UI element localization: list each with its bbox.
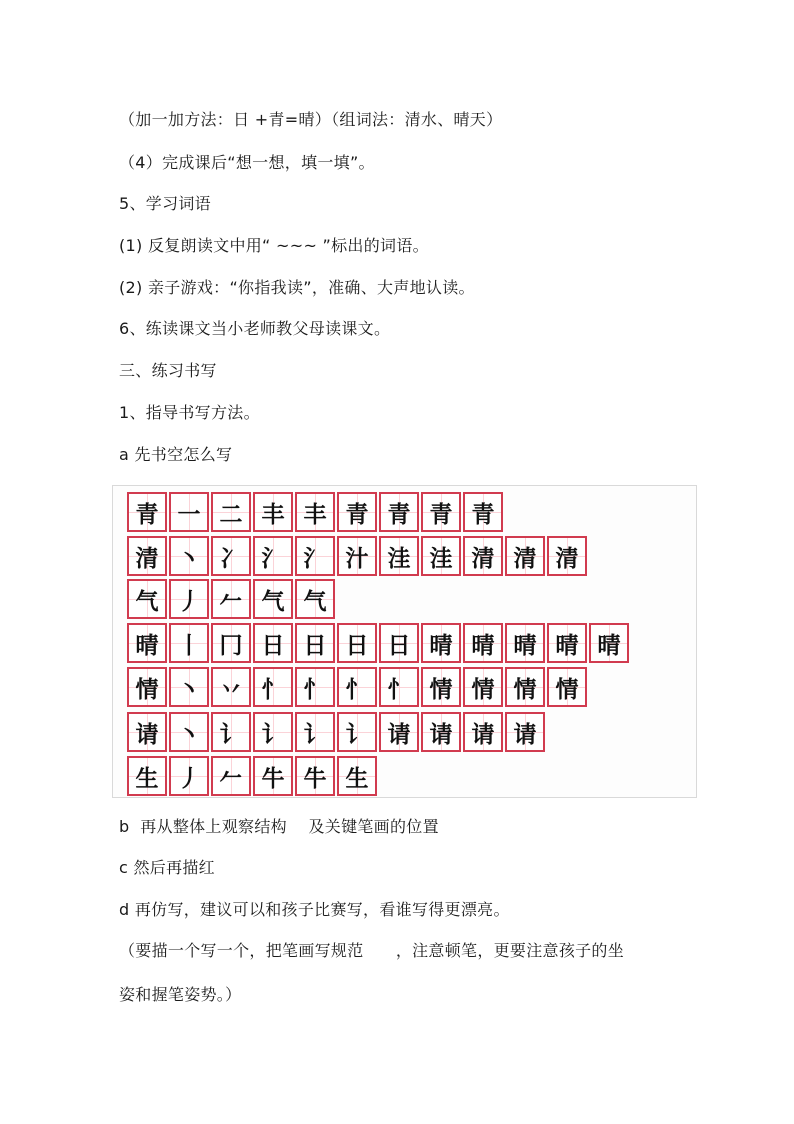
paragraph-10: b 再从整体上观察结构 及关键笔画的位置 (119, 817, 439, 836)
paragraph-12: d 再仿写，建议可以和孩子比赛写，看谁写得更漂亮。 (119, 900, 510, 919)
stroke-step-cell: 晴 (589, 623, 629, 663)
stroke-step-cell: 丶 (169, 536, 209, 576)
stroke-step-cell: 晴 (421, 623, 461, 663)
stroke-step-cell: 情 (463, 667, 503, 707)
paragraph-6: 6、练读课文当小老师教父母读课文。 (119, 319, 391, 338)
stroke-target-char: 晴 (127, 623, 167, 663)
stroke-step-cell: 讠 (211, 712, 251, 752)
stroke-step-cell: 忄 (253, 667, 293, 707)
stroke-step-cell: 忄 (379, 667, 419, 707)
stroke-step-cell: 请 (505, 712, 545, 752)
stroke-row-7 (127, 756, 379, 796)
stroke-row-6 (127, 712, 547, 752)
stroke-step-cell: 青 (463, 492, 503, 532)
stroke-step-cell: 丷 (211, 667, 251, 707)
stroke-step-cell: 青 (337, 492, 377, 532)
paragraph-4: (1) 反复朗读文中用“ ~~~ ”标出的词语。 (119, 236, 429, 255)
stroke-target-char: 生 (127, 756, 167, 796)
stroke-step-cell: 日 (253, 623, 293, 663)
stroke-step-cell: 情 (421, 667, 461, 707)
section-heading-5: 5、学习词语 (119, 194, 211, 213)
stroke-step-cell: 请 (379, 712, 419, 752)
stroke-step-cell: 晴 (505, 623, 545, 663)
stroke-step-cell: 日 (379, 623, 419, 663)
stroke-step-cell: 讠 (337, 712, 377, 752)
stroke-step-cell: 汁 (337, 536, 377, 576)
stroke-step-cell: 𠂉 (211, 756, 251, 796)
paragraph-11: c 然后再描红 (119, 858, 215, 877)
stroke-step-cell: 讠 (295, 712, 335, 752)
paragraph-1: （加一加方法：日 +青=晴）（组词法：清水、晴天） (119, 110, 503, 129)
stroke-order-chart (112, 485, 697, 798)
stroke-step-cell: 清 (505, 536, 545, 576)
stroke-step-cell: 洼 (421, 536, 461, 576)
stroke-target-char: 清 (127, 536, 167, 576)
stroke-step-cell: 情 (547, 667, 587, 707)
section-heading-3: 三、练习书写 (119, 361, 217, 380)
stroke-step-cell: 青 (421, 492, 461, 532)
stroke-step-cell: 清 (547, 536, 587, 576)
stroke-target-char: 气 (127, 579, 167, 619)
stroke-step-cell: 生 (337, 756, 377, 796)
stroke-step-cell: 日 (295, 623, 335, 663)
stroke-step-cell: 冫 (211, 536, 251, 576)
stroke-step-cell: 气 (295, 579, 335, 619)
stroke-step-cell: 晴 (547, 623, 587, 663)
paragraph-2: （4）完成课后“想一想，填一填”。 (119, 153, 375, 172)
stroke-step-cell: 牛 (295, 756, 335, 796)
stroke-target-char: 青 (127, 492, 167, 532)
stroke-step-cell: 洼 (379, 536, 419, 576)
stroke-step-cell: 冂 (211, 623, 251, 663)
paragraph-8: 1、指导书写方法。 (119, 403, 260, 422)
stroke-step-cell: 丶 (169, 667, 209, 707)
stroke-step-cell: 清 (463, 536, 503, 576)
paragraph-9: a 先书空怎么写 (119, 445, 233, 464)
stroke-row-2 (127, 536, 589, 576)
stroke-step-cell: 氵 (253, 536, 293, 576)
stroke-step-cell: 丿 (169, 756, 209, 796)
stroke-step-cell: 牛 (253, 756, 293, 796)
paragraph-13: （要描一个写一个，把笔画写规范 ，注意顿笔，更要注意孩子的坐 (119, 941, 625, 960)
stroke-step-cell: 忄 (295, 667, 335, 707)
stroke-target-char: 请 (127, 712, 167, 752)
stroke-step-cell: 氵 (295, 536, 335, 576)
stroke-step-cell: 请 (421, 712, 461, 752)
stroke-step-cell: 请 (463, 712, 503, 752)
stroke-step-cell: 一 (169, 492, 209, 532)
stroke-step-cell: 忄 (337, 667, 377, 707)
stroke-step-cell: 丰 (295, 492, 335, 532)
paragraph-14: 姿和握笔姿势。） (119, 985, 242, 1004)
stroke-step-cell: 讠 (253, 712, 293, 752)
stroke-row-3 (127, 579, 337, 619)
stroke-row-5 (127, 667, 589, 707)
stroke-step-cell: 二 (211, 492, 251, 532)
stroke-row-1 (127, 492, 505, 532)
stroke-row-4 (127, 623, 631, 663)
paragraph-5: (2) 亲子游戏：“你指我读”，准确、大声地认读。 (119, 278, 475, 297)
stroke-step-cell: 丶 (169, 712, 209, 752)
stroke-target-char: 情 (127, 667, 167, 707)
stroke-step-cell: 𠂉 (211, 579, 251, 619)
stroke-step-cell: 日 (337, 623, 377, 663)
stroke-step-cell: 丨 (169, 623, 209, 663)
stroke-step-cell: 丿 (169, 579, 209, 619)
stroke-step-cell: 丰 (253, 492, 293, 532)
stroke-step-cell: 晴 (463, 623, 503, 663)
stroke-step-cell: 青 (379, 492, 419, 532)
stroke-step-cell: 气 (253, 579, 293, 619)
stroke-step-cell: 情 (505, 667, 545, 707)
